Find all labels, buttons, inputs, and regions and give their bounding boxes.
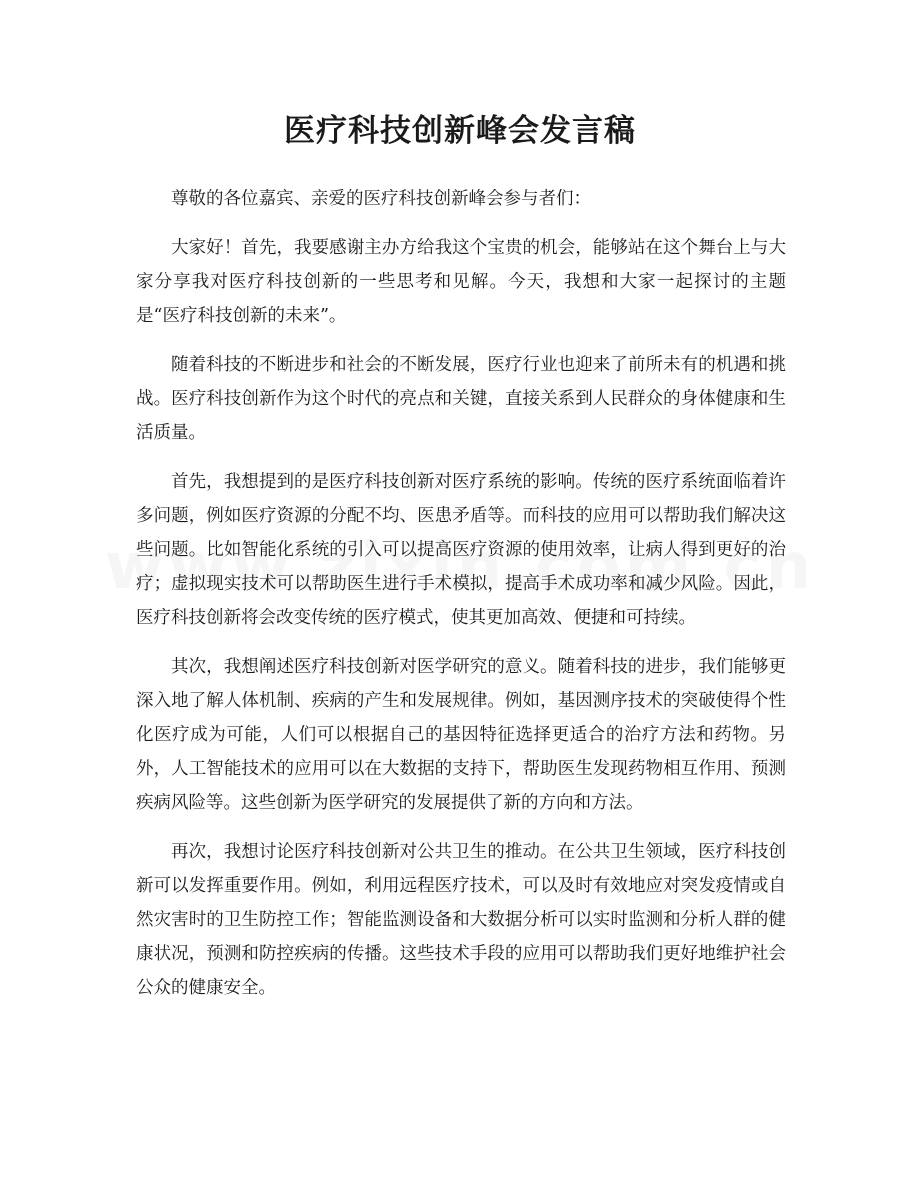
document-body bbox=[136, 182, 786, 1020]
paragraph-medical-research: 其次，我想阐述医疗科技创新对医学研究的意义。随着科技的进步，我们能够更深入地了解人体机制、疾病的产生和发展规律。例如，基因测序技术的突破使得个性化医疗成为可能，人们可以根据自己的基因特征选择更适合的治疗方法和药物。另外，人工智能技术的应用可以在大数据的支持下，帮助医生发现药物相互作用、预测疾病风险等。这些创新为医学研究的发展提供了新的方向和方法。 bbox=[136, 657, 786, 813]
paragraph-greeting: 大家好！首先，我要感谢主办方给我这个宝贵的机会，能够站在这个舞台上与大家分享我对医疗科技创新的一些思考和见解。今天，我想和大家一起探讨的主题是“医疗科技创新的未来”。 bbox=[136, 238, 786, 326]
paragraph-salutation: 尊敬的各位嘉宾、亲爱的医疗科技创新峰会参与者们： bbox=[171, 189, 591, 209]
document-title: 医疗科技创新峰会发言稿 bbox=[284, 113, 636, 149]
paragraph-public-health: 再次，我想讨论医疗科技创新对公共卫生的推动。在公共卫生领域，医疗科技创新可以发挥重要作用。例如，利用远程医疗技术，可以及时有效地应对突发疫情或自然灾害时的卫生防控工作；智能监测设备和大数据分析可以实时监测和分析人群的健康状况，预测和防控疾病的传播。这些技术手段的应用可以帮助我们更好地维护社会公众的健康安全。 bbox=[136, 842, 786, 998]
paragraph-background: 随着科技的不断进步和社会的不断发展，医疗行业也迎来了前所未有的机遇和挑战。医疗科技创新作为这个时代的亮点和关键，直接关系到人民群众的身体健康和生活质量。 bbox=[136, 355, 786, 443]
paragraph-medical-system: 首先，我想提到的是医疗科技创新对医疗系统的影响。传统的医疗系统面临着许多问题，例如医疗资源的分配不均、医患矛盾等。而科技的应用可以帮助我们解决这些问题。比如智能化系统的引入可以提高医疗资源的使用效率，让病人得到更好的治疗；虚拟现实技术可以帮助医生进行手术模拟，提高手术成功率和减少风险。因此，医疗科技创新将会改变传统的医疗模式，使其更加高效、便捷和可持续。 bbox=[136, 472, 786, 628]
